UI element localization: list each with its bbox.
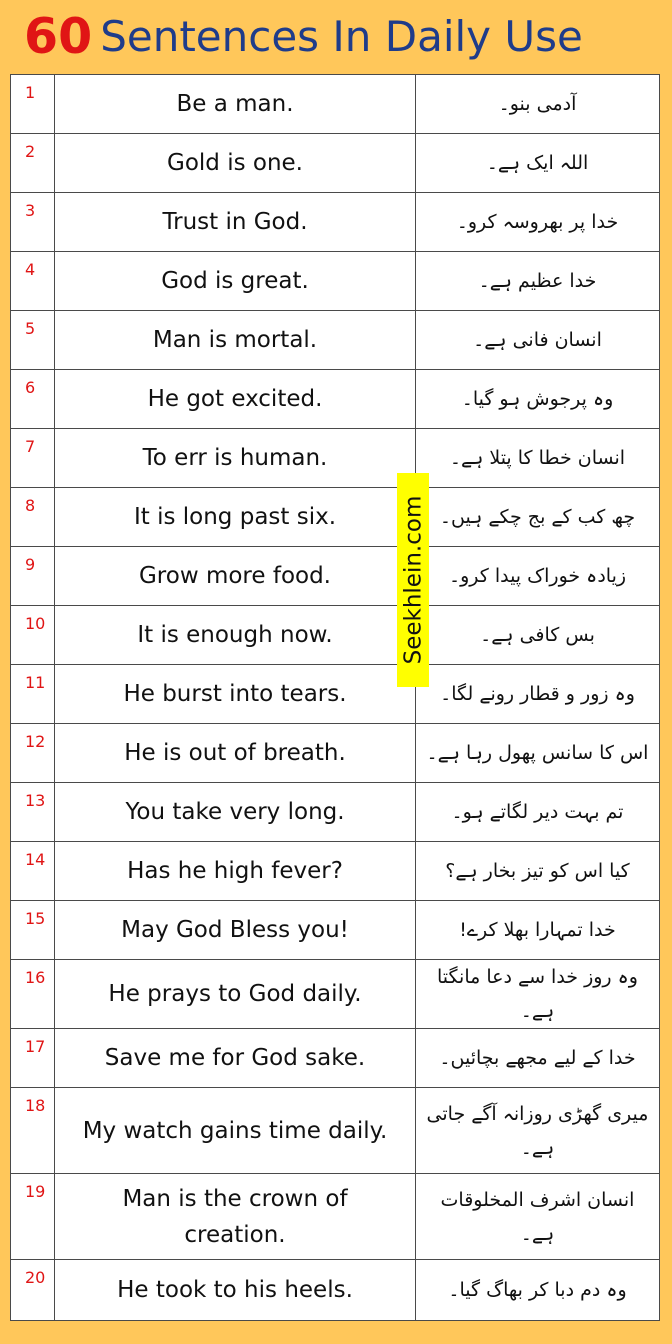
table-row	[11, 606, 660, 665]
english-sentence: Man is the crown of creation.	[55, 1174, 416, 1260]
row-number: 3	[11, 193, 55, 252]
urdu-translation: زیادہ خوراک پیدا کرو۔	[416, 547, 660, 606]
english-sentence: God is great.	[55, 252, 416, 311]
table-row	[11, 75, 660, 134]
table-row	[11, 1260, 660, 1321]
english-sentence: My watch gains time daily.	[55, 1088, 416, 1174]
table-row	[11, 252, 660, 311]
english-sentence: He burst into tears.	[55, 665, 416, 724]
table-row	[11, 370, 660, 429]
row-number: 4	[11, 252, 55, 311]
table-row	[11, 1174, 660, 1260]
english-sentence: May God Bless you!	[55, 901, 416, 960]
row-number: 20	[11, 1260, 55, 1321]
urdu-translation: چھ کب کے بج چکے ہیں۔	[416, 488, 660, 547]
row-number: 14	[11, 842, 55, 901]
row-number: 10	[11, 606, 55, 665]
table-row	[11, 311, 660, 370]
title-number: 60	[24, 7, 93, 65]
table-row	[11, 429, 660, 488]
row-number: 9	[11, 547, 55, 606]
table-row	[11, 134, 660, 193]
urdu-translation: انسان فانی ہے۔	[416, 311, 660, 370]
row-number: 8	[11, 488, 55, 547]
table-row	[11, 783, 660, 842]
urdu-translation: اس کا سانس پھول رہا ہے۔	[416, 724, 660, 783]
english-sentence: Trust in God.	[55, 193, 416, 252]
urdu-translation: وہ پرجوش ہو گیا۔	[416, 370, 660, 429]
english-sentence: Gold is one.	[55, 134, 416, 193]
urdu-translation: میری گھڑی روزانہ آگے جاتی ہے۔	[416, 1088, 660, 1174]
row-number: 2	[11, 134, 55, 193]
urdu-translation: تم بہت دیر لگاتے ہو۔	[416, 783, 660, 842]
row-number: 1	[11, 75, 55, 134]
urdu-translation: وہ زور و قطار رونے لگا۔	[416, 665, 660, 724]
row-number: 18	[11, 1088, 55, 1174]
urdu-translation: وہ دم دبا کر بھاگ گیا۔	[416, 1260, 660, 1321]
table-row	[11, 665, 660, 724]
row-number: 13	[11, 783, 55, 842]
row-number: 17	[11, 1029, 55, 1088]
watermark-text: Seekhlein.com	[400, 495, 426, 665]
urdu-translation: خدا کے لیے مجھے بچائیں۔	[416, 1029, 660, 1088]
english-sentence: He got excited.	[55, 370, 416, 429]
urdu-translation: اللہ ایک ہے۔	[416, 134, 660, 193]
english-sentence: To err is human.	[55, 429, 416, 488]
table-row	[11, 901, 660, 960]
urdu-translation: آدمی بنو۔	[416, 75, 660, 134]
sentence-table-body	[11, 75, 660, 1321]
row-number: 19	[11, 1174, 55, 1260]
table-row	[11, 724, 660, 783]
row-number: 16	[11, 960, 55, 1029]
urdu-translation: وہ روز خدا سے دعا مانگتا ہے۔	[416, 960, 660, 1029]
page-header	[0, 0, 672, 72]
table-row	[11, 193, 660, 252]
table-row	[11, 1029, 660, 1088]
urdu-translation: انسان اشرف المخلوقات ہے۔	[416, 1174, 660, 1260]
urdu-translation: بس کافی ہے۔	[416, 606, 660, 665]
table-row	[11, 842, 660, 901]
row-number: 11	[11, 665, 55, 724]
english-sentence: He took to his heels.	[55, 1260, 416, 1321]
watermark	[397, 473, 429, 687]
urdu-translation: خدا تمہارا بھلا کرے!	[416, 901, 660, 960]
table-row	[11, 488, 660, 547]
english-sentence: Man is mortal.	[55, 311, 416, 370]
english-sentence: It is enough now.	[55, 606, 416, 665]
english-sentence: It is long past six.	[55, 488, 416, 547]
row-number: 5	[11, 311, 55, 370]
english-sentence: You take very long.	[55, 783, 416, 842]
row-number: 7	[11, 429, 55, 488]
row-number: 15	[11, 901, 55, 960]
english-sentence: Save me for God sake.	[55, 1029, 416, 1088]
urdu-translation: کیا اس کو تیز بخار ہے؟	[416, 842, 660, 901]
row-number: 12	[11, 724, 55, 783]
urdu-translation: خدا عظیم ہے۔	[416, 252, 660, 311]
english-sentence: He is out of breath.	[55, 724, 416, 783]
table-row	[11, 1088, 660, 1174]
row-number: 6	[11, 370, 55, 429]
urdu-translation: خدا پر بھروسہ کرو۔	[416, 193, 660, 252]
page-title: Sentences In Daily Use	[100, 11, 583, 61]
table-row	[11, 547, 660, 606]
english-sentence: Be a man.	[55, 75, 416, 134]
english-sentence: He prays to God daily.	[55, 960, 416, 1029]
english-sentence: Grow more food.	[55, 547, 416, 606]
english-sentence: Has he high fever?	[55, 842, 416, 901]
urdu-translation: انسان خطا کا پتلا ہے۔	[416, 429, 660, 488]
table-row	[11, 960, 660, 1029]
sentence-table	[10, 74, 660, 1321]
